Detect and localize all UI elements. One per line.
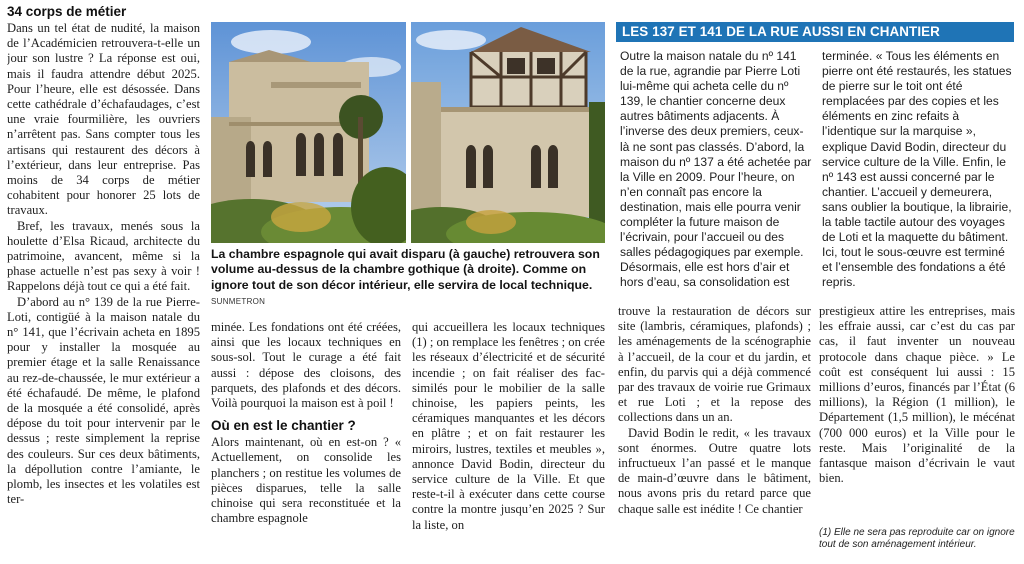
paragraph: terminée. « Tous les éléments en pierre ont été restaurés, les statues de pierre sur le toit ont été remplacées par des copies et les éléments en zinc refaits à l’identique sur la marquise », explique David Bodin, directeur du service culture de la Ville. Enfin, le nº 143 est aussi concerné par le chantier. L’accueil y demeurera, sans oublier la boutique, la librairie, la table tactile autour des voyages de Loti et la maquette du bâtiment. Ici, tout le sous-œuvre est terminé et l’ensemble des fondations a été repris.	[822, 49, 1012, 290]
paragraph: Bref, les travaux, menés sous la houlette d’Elsa Ricaud, architecte du patrimoine, avancent, même si la phase actuelle n’est pas sexy à voir ! Rappelons déjà tout ce qui a été fait.	[7, 218, 200, 294]
paragraph: D’abord au n° 139 de la rue Pierre-Loti, contigüé à la maison natale du n° 141, que l’écrivain acheta en 1895 pour y installer la mosquée au premier étage et la salle Renaissance au rez-de-chaussée, le mur extérieur a été échafaudé. De même, le plafond de la mosquée a été consolidé, après dépose du toit pour intervenir par le dessus ; reste simplement la reprise des couleurs. Sur ces deux bâtiments, la dépollution contre l’amiante, le plomb, les insectes et les volatiles est ter-	[7, 294, 200, 507]
paragraph: minée. Les fondations ont été créées, ainsi que les locaux techniques en sous-sol. Tout le curage a été fait aussi : dépose des cloisons, des parquets, des plafonds et des décors. Voilà pourquoi la maison est à poil !	[211, 320, 401, 411]
building-photo-left	[211, 22, 406, 243]
paragraph: qui accueillera les locaux techniques (1) ; on remplace les fenêtres ; on crée les réseaux d’électricité et de sécurité incendie ; on fait réaliser des fac-similés pour le mobilier de la salle chinoise, les papiers peints, les céramiques manquantes et les décors en plâtre ; et on fait restaurer les miroirs, lustres, textiles et meubles », annonce David Bodin, directeur du service culture de la Ville. Et que reste-t-il à exécuter dans cette course contre la montre jusqu’en 2025 ? Sur la liste, on	[412, 320, 605, 532]
paragraph: David Bodin le redit, « les travaux sont énormes. Outre quatre lots infructueux l’an passé et le manque de main-d’œuvre dans le bâtiment, nous avons pris du retard parce que chaque salle est inédite ! Ce chantier	[618, 425, 811, 516]
photo-caption	[211, 247, 605, 309]
sidebar-column-right	[822, 49, 1014, 301]
section-heading: Où en est le chantier ?	[211, 418, 356, 434]
paragraph: Alors maintenant, où en est-on ? « Actuellement, on consolide les planchers ; on restitue les volumes de pièces disparues, telle la salle chinoise qui sera reconstituée et la chambre espagnole	[211, 435, 401, 526]
footnote: (1) Elle ne sera pas reproduite car on ignore tout de son aménagement intérieur.	[819, 527, 1015, 551]
column-4	[618, 304, 811, 564]
photo-credit: SUNMETRON	[211, 296, 266, 306]
caption-text: La chambre espagnole qui avait disparu (à gauche) retrouvera son volume au-dessus de la chambre gothique (à droite). Comme on ignore tout de son décor intérieur, elle servira de local technique.	[211, 247, 600, 292]
sidebar-column-left	[620, 49, 812, 301]
paragraph: prestigieux attire les entreprises, mais les effraie aussi, car c’est du cas par cas, il faut inventer un nouveau protocole dans chaque pièce. » Le coût est conséquent lui aussi : 15 millions d’euros, financés par l’État (6 millions), la Région (1 million), le Département (1,5 million), le mécénat (700 000 euros) et la Ville pour le reste. Mais l’originalité de la fantasque maison d’écrivain le vaut bien.	[819, 304, 1015, 486]
paragraph: Désormais, elle est hors d’air et hors d’eau, sa consolidation est	[620, 260, 790, 290]
paragraph: trouve la restauration de décors sur site (lambris, céramiques, plafonds) ; les aménagements de la scénographie à l’accueil, de la cour et du jardin, et enfin, du parvis qui a déjà commencé par des travaux de voirie rue Grimaux et rue Loti ; et la repose des collections dans un an.	[618, 304, 811, 425]
column-3	[412, 320, 605, 564]
photo-right	[411, 22, 605, 243]
column-1	[7, 4, 200, 564]
column-2	[211, 320, 401, 564]
paragraph: Outre la maison natale du nº 141 de la rue, agrandie par Pierre Loti lui-même qui acheta celle du nº 139, le chantier concerne deux autres bâtiments adjacents. À l’inverse des deux premiers, ceux-là ne sont pas classés. D’abord, la maison du nº 137 a été achetée par la Ville en 2009. Pour l’heure, on n’en connaît pas encore la destination, mais elle pourra venir compléter la future maison de l’écrivain, pour l’accueil ou des salles pédagogiques par exemple.	[620, 49, 812, 260]
photo-left	[211, 22, 406, 243]
building-photo-right	[411, 22, 605, 243]
section-heading: 34 corps de métier	[7, 4, 127, 19]
column-5	[819, 304, 1015, 519]
paragraph: Dans un tel état de nudité, la maison de l’Académicien retrouvera-t-elle un jour son lustre ? La réponse est oui, mais il faudra attendre début 2025. Pour l’heure, elle est désossée. Dans cette cathédrale d’échafaudages, c’est une vraie fourmilière, les ouvriers n’arrêtent pas. Sans compter tous les artisans qui restaurent des décors à l’extérieur, dans leur entreprise. Pas moins de 34 corps de métier cohabitent pour honorer 25 lots de travaux.	[7, 21, 200, 218]
sidebar-title: LES 137 ET 141 DE LA RUE AUSSI EN CHANTIER	[616, 22, 1014, 42]
